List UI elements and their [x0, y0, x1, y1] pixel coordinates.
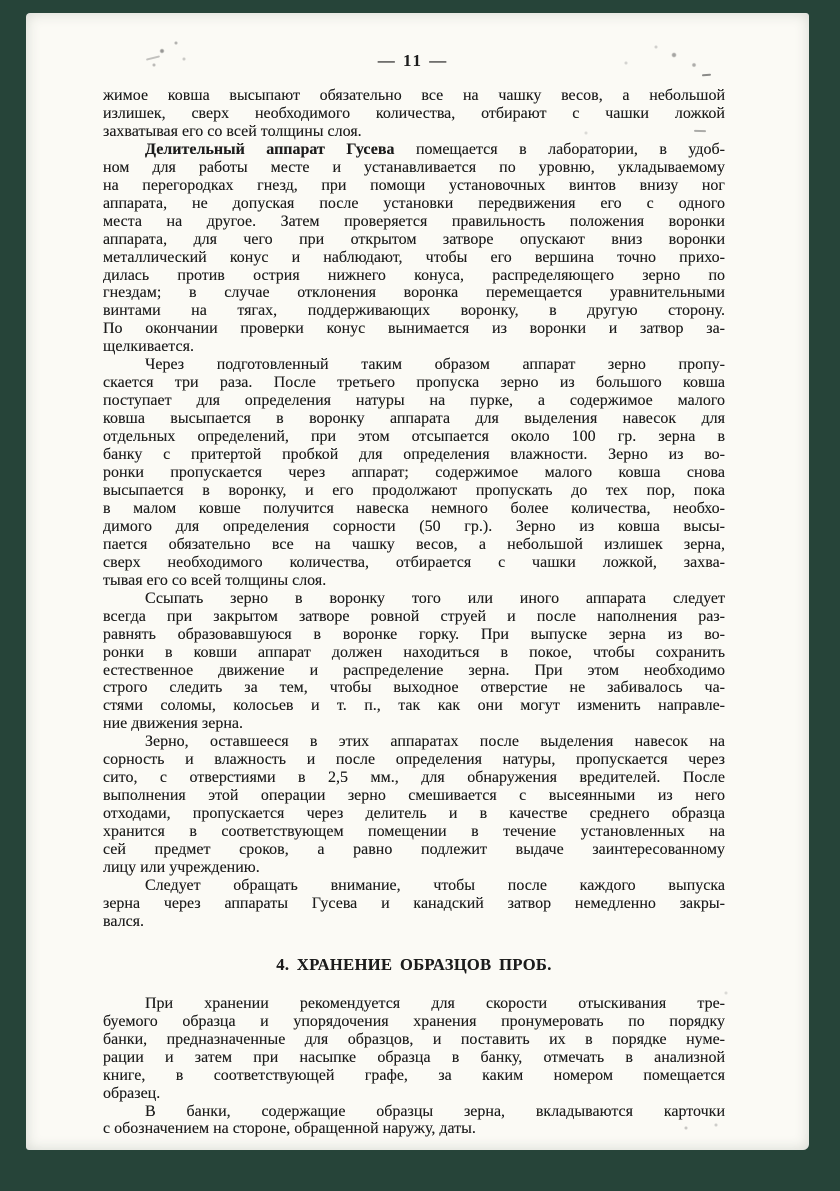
- text-line: дилась против острия нижнего конуса, распределяющего зерно по: [103, 266, 725, 284]
- text-line: сей предмет сроков, а равно подлежит выдаче заинтересованному: [103, 841, 725, 859]
- text-line: аппарата, не допуская после установки передвижения его с одного: [103, 194, 725, 212]
- paragraph: [103, 733, 725, 877]
- text-line: сорность и влажность и после определения натуры, пропускается через: [103, 751, 725, 769]
- text-line: ном для работы месте и устанавливается по уровню, укладываемому: [103, 158, 725, 176]
- ink-smudge: [694, 130, 706, 132]
- text-line: хранится в соответствующем помещении в течение установленных на: [103, 823, 725, 841]
- bold-lead: Делительный аппарат Гусева: [145, 140, 395, 158]
- scanned-page: [26, 13, 809, 1150]
- text-line: захватывая его со всей толщины слоя.: [103, 122, 362, 140]
- text-line: димого для определения сорности (50 гр.). Зерно из ковша высы-: [103, 517, 725, 535]
- text-line: высыпается в воронку, и его продолжают пропускать до тех пор, пока: [103, 481, 725, 499]
- text-line: банки, предназначенные для образцов, и поставить их в порядке нуме-: [103, 1030, 725, 1048]
- text-line: ронки в ковши аппарат должен находиться в покое, чтобы сохранить: [103, 643, 725, 661]
- text-line: места на другое. Затем проверяется правильность положения воронки: [103, 212, 725, 230]
- text-line: естественное движение и распределение зерна. При этом необходимо: [103, 661, 725, 679]
- text-line: Ссыпать зерно в воронку того или иного аппарата следует: [145, 589, 725, 607]
- text-line: тывая его со всей толщины слоя.: [103, 571, 327, 589]
- page-number: — 11 —: [377, 51, 449, 70]
- text-line: сверх необходимого количества, отбирается с чашки ложкой, захва-: [103, 553, 725, 571]
- text-line: пается обязательно все на чашку весов, а небольшой излишек зерна,: [103, 535, 725, 553]
- text-line: излишек, сверх необходимого количества, отбирают с чашки ложкой: [103, 104, 725, 122]
- paragraph: [103, 995, 725, 1103]
- text-line: буемого образца и упорядочения хранения пронумеровать по порядку: [103, 1012, 725, 1030]
- text-line: зерна через аппараты Гусева и канадский затвор немедленно закры-: [103, 894, 725, 912]
- text-line: ковша высыпается в воронку аппарата для выделения навесок для: [103, 410, 725, 428]
- text-line: ронки пропускается через аппарат; содержимое малого ковша снова: [103, 464, 725, 482]
- text-line: Делительный аппарат Гусева помещается в лаборатории, в удоб-: [145, 140, 726, 158]
- text-line: жимое ковша высыпают обязательно все на чашку весов, а небольшой: [103, 87, 725, 104]
- text-line: образец.: [103, 1084, 161, 1102]
- text-line: выполнения этой операции зерно смешивается с высеянными из него: [103, 787, 725, 805]
- text-line: стями соломы, колосьев и т. п., так как они могут изменить направле-: [103, 697, 725, 715]
- text-line: в малом ковше получится навеска немного более количества, необхо-: [103, 499, 725, 517]
- text-line: отдельных определений, при этом отсыпается около 100 гр. зерна в: [103, 428, 725, 446]
- paragraph: [103, 590, 725, 734]
- text-line: скается три раза. После третьего пропуска зерно из большого ковша: [103, 374, 725, 392]
- text-line: При хранении рекомендуется для скорости отыскивания тре-: [145, 994, 725, 1012]
- text-line: равнять образовавшуюся в воронке горку. При выпуске зерна из во-: [103, 625, 725, 643]
- text-line: металлический конус и наблюдают, чтобы его вершина точно прихо-: [103, 248, 725, 266]
- text-line: поступает для определения натуры на пурке, а содержимое малого: [103, 392, 725, 410]
- text-line: рации и затем при насыпке образца в банку, отмечать в анализной: [103, 1048, 725, 1066]
- text-line: щелкивается.: [103, 338, 194, 356]
- text-line: на перегородках гнезд, при помощи установочных винтов внизу ног: [103, 176, 725, 194]
- paragraph: [103, 141, 725, 356]
- text-line: всегда при закрытом затворе ровной струей и после наполнения раз-: [103, 607, 725, 625]
- text-line: сито, с отверстиями в 2,5 мм., для обнаружения вредителей. После: [103, 769, 725, 787]
- text-line: В банки, содержащие образцы зерна, вкладываются карточки: [145, 1102, 725, 1120]
- document-body: [103, 87, 725, 1138]
- text-line: Через подготовленный таким образом аппарат зерно пропу-: [145, 356, 725, 374]
- text-line: лицу или учреждению.: [103, 858, 260, 876]
- ink-smudge: [702, 74, 711, 77]
- paragraph: [103, 356, 725, 589]
- text-line: аппарата, для чего при открытом затворе опускают вниз воронки: [103, 230, 725, 248]
- text-line: Следует обращать внимание, чтобы после каждого выпуска: [145, 876, 725, 894]
- section-heading: 4. ХРАНЕНИЕ ОБРАЗЦОВ ПРОБ.: [276, 954, 552, 974]
- text-line: банку с притертой пробкой для определения влажности. Зерно из во-: [103, 446, 725, 464]
- text-line: с обозначением на стороне, обращенной наружу, даты.: [103, 1120, 476, 1138]
- text-line: Зерно, оставшееся в этих аппаратах после выделения навесок на: [145, 733, 725, 751]
- text-line: книге, в соответствующей графе, за каким номером помещается: [103, 1066, 725, 1084]
- text-line: строго следить за тем, чтобы выходное отверстие не забивалось ча-: [103, 679, 725, 697]
- paragraph: [103, 877, 725, 931]
- text-line: гнездам; в случае отклонения воронка перемещается уравнительными: [103, 284, 725, 302]
- text-line: По окончании проверки конус вынимается из воронки и затвор за-: [103, 320, 725, 338]
- paragraph: [103, 87, 725, 141]
- text-line: винтами на тягах, поддерживающих воронку, в другую сторону.: [103, 302, 725, 320]
- text-line: отходами, пропускается через делитель и в качестве среднего образца: [103, 805, 725, 823]
- text-line: ние движения зерна.: [103, 715, 243, 733]
- text-line: вался.: [103, 912, 145, 930]
- paragraph: [103, 1103, 725, 1139]
